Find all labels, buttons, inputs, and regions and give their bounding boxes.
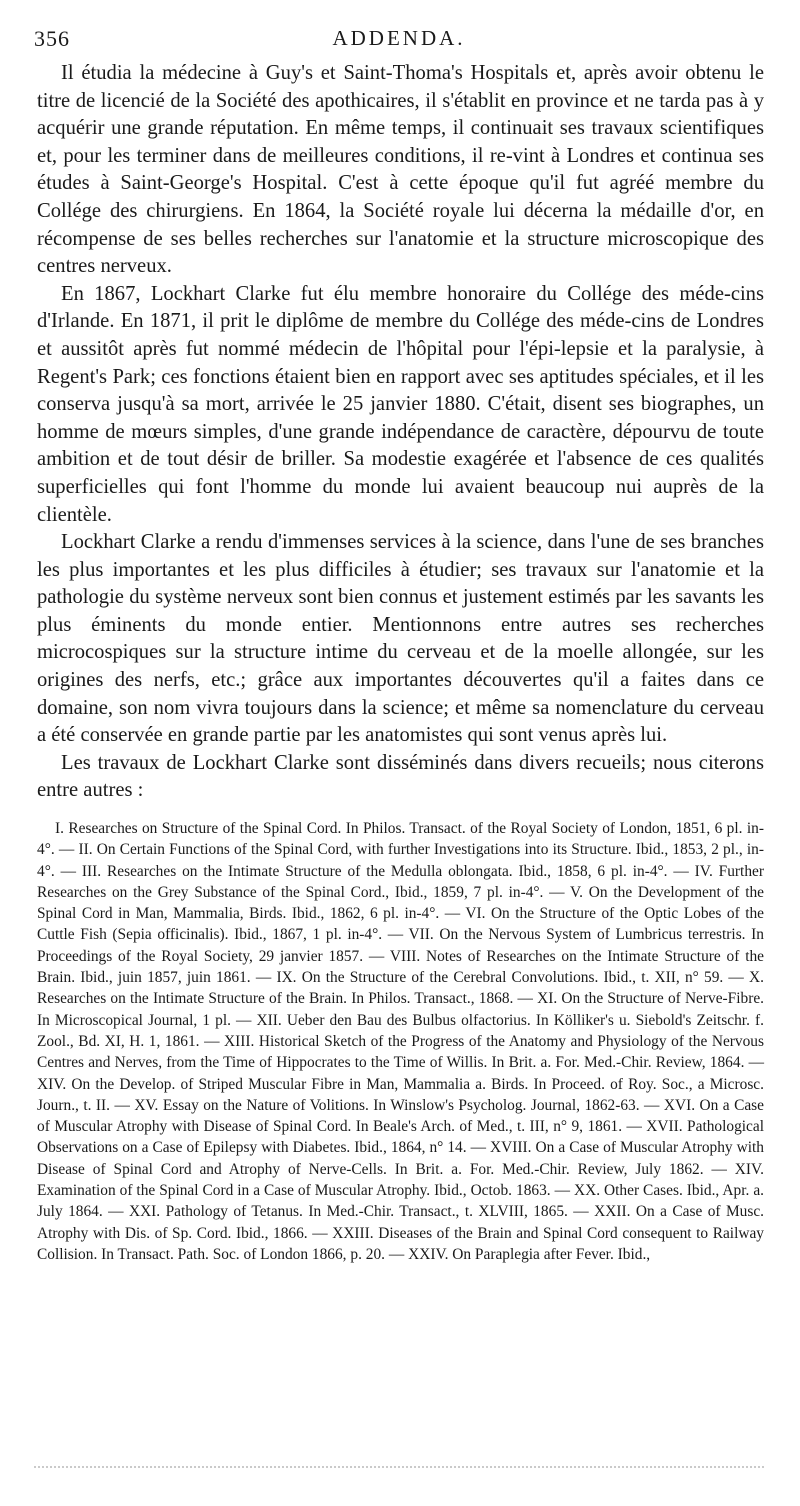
running-head: ADDENDA. bbox=[332, 26, 466, 50]
paragraph: En 1867, Lockhart Clarke fut élu membre honoraire du Collége des méde-cins d'Irlande. En 1871, il prit le diplôme de membre du Collége des méde-cins de Londres et aussitôt après fut nommé médecin de l'hôpital pour l'épi-lepsie et la paralysie, à Regent's Park; ces fonctions étaient bien en rapport avec ses aptitudes spéciales, et il les conserva jusqu'à sa mort, arrivée le 25 janvier 1880. C'était, disent ses biographes, un homme de mœurs simples, d'une grande indépendance de caractère, dépourvu de toute ambition et de tout désir de briller. Sa modestie exagérée et l'absence de ces qualités superficielles qui font l'homme du monde lui avaient beaucoup nui auprès de la clientèle. bbox=[37, 282, 764, 526]
bibliography-text: I. Researches on Structure of the Spinal Cord. In Philos. Transact. of the Royal Society of London, 1851, 6 pl. in-4°. — II. On Certain Functions of the Spinal Cord, with further Investigations into its Structure. Ibid., 1853, 2 pl., in-4°. — III. Researches on the Intimate Structure of the Medulla oblongata. Ibid., 1858, 6 pl. in-4°. — IV. Further Researches on the Grey Substance of the Spinal Cord., Ibid., 1859, 7 pl. in-4°. — V. On the Development of the Spinal Cord in Man, Mammalia, Birds. Ibid., 1862, 6 pl. in-4°. — VI. On the Structure of the Optic Lobes of the Cuttle Fish (Sepia officinalis). Ibid., 1867, 1 pl. in-4°. — VII. On the Nervous System of Lumbricus terrestris. In Proceedings of the Royal Society, 29 janvier 1857. — VIII. Notes of Researches on the Intimate Structure of the Brain. Ibid., juin 1857, juin 1861. — IX. On the Structure of the Cerebral Convolutions. Ibid., t. XII, n° 59. — X. Researches on the Intimate Structure of the Brain. In Philos. Transact., 1868. — XI. On the Structure of Nerve-Fibre. In Microscopical Journal, 1 pl. — XII. Ueber den Bau des Bulbus olfactorius. In Kölliker's u. Siebold's Zeitschr. f. Zool., Bd. XI, H. 1, 1861. — XIII. Historical Sketch of the Progress of the Anatomy and Physiology of the Nervous Centres and Nerves, from the Time of Hippocrates to the Time of Willis. In Brit. a. For. Med.-Chir. Review, 1864. — XIV. On the Develop. of Striped Muscular Fibre in Man, Mammalia a. Birds. In Proceed. of Roy. Soc., a Microsc. Journ., t. II. — XV. Essay on the Nature of Volitions. In Winslow's Psycholog. Journal, 1862-63. — XVI. On a Case of Muscular Atrophy with Disease of Spinal Cord. In Beale's Arch. of Med., t. III, n° 9, 1861. — XVII. Pathological Observations on a Case of Epilepsy with Diabetes. Ibid., 1864, n° 14. — XVIII. On a Case of Muscular Atrophy with Disease of Spinal Cord and Atrophy of Nerve-Cells. In Brit. a. For. Med.-Chir. Review, July 1862. — XIV. Examination of the Spinal Cord in a Case of Muscular Atrophy. Ibid., Octob. 1863. — XX. Other Cases. Ibid., Apr. a. July 1864. — XXI. Pathology of Tetanus. In Med.-Chir. Transact., t. XLVIII, 1865. — XXII. On a Case of Musc. Atrophy with Dis. of Sp. Cord. Ibid., 1866. — XXIII. Diseases of the Brain and Spinal Cord consequent to Railway Collision. In Transact. Path. Soc. of London 1866, p. 20. — XXIV. On Paraplegia after Fever. Ibid., bbox=[37, 820, 764, 1263]
paragraph: Lockhart Clarke a rendu d'immenses services à la science, dans l'une de ses branches les plus importantes et les plus difficiles à étudier; ses travaux sur l'anatomie et la pathologie du système nerveux sont bien connus et justement estimés par les savants les plus éminents du monde entier. Mentionnons entre autres ses recherches microcospiques sur la structure intime du cerveau et de la moelle allongée, sur les origines des nerfs, etc.; grâce aux importantes découvertes qu'il a faites dans ce domaine, son nom vivra toujours dans la science; et même sa nomenclature du cerveau a été conservée en grande partie par les anatomistes qui sont venus après lui. bbox=[37, 531, 764, 747]
page-number: 356 bbox=[34, 26, 70, 51]
faded-footer-line bbox=[34, 1466, 764, 1474]
page-header bbox=[34, 26, 764, 56]
bibliography-note bbox=[37, 818, 764, 1265]
body-text bbox=[37, 60, 764, 805]
paragraph: Les travaux de Lockhart Clarke sont disséminés dans divers recueils; nous citerons entre autres : bbox=[37, 751, 764, 802]
paragraph: Il étudia la médecine à Guy's et Saint-Thoma's Hospitals et, après avoir obtenu le titre de licencié de la Société des apothicaires, il s'établit en province et ne tarda pas à y acquérir une grande réputation. En même temps, il continuait ses travaux scientifiques et, pour les terminer dans de meilleures conditions, il re-vint à Londres et continua ses études à Saint-George's Hospital. C'est à cette époque qu'il fut agréé membre du Collége des chirurgiens. En 1864, la Société royale lui décerna la médaille d'or, en récompense de ses belles recherches sur l'anatomie et la structure microscopique des centres nerveux. bbox=[37, 62, 764, 278]
